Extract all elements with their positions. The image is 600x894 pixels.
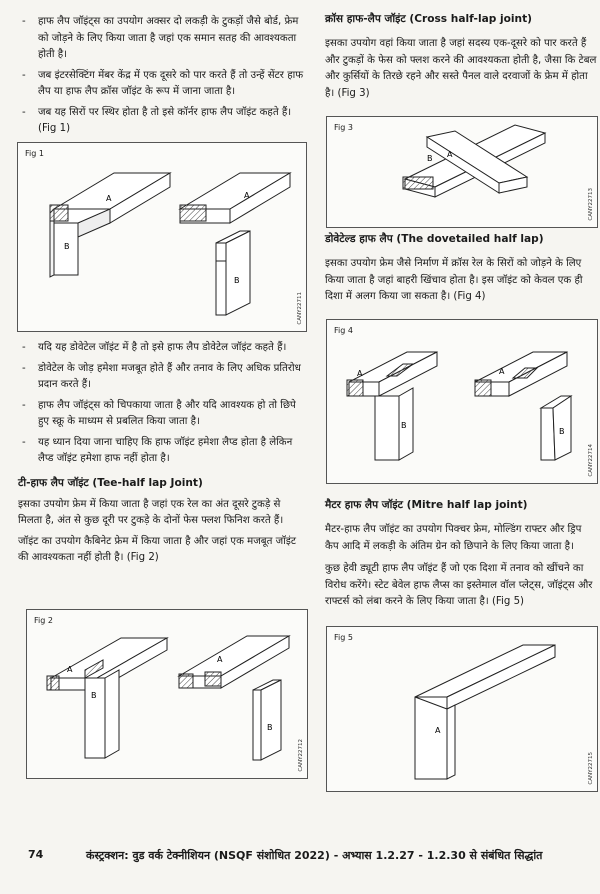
- figure-label: Fig 5: [334, 633, 353, 642]
- part-label-b: B: [401, 421, 407, 430]
- part-label-a: A: [357, 369, 363, 378]
- part-label-a: A: [244, 191, 250, 200]
- dovetail-bullets: [18, 340, 306, 468]
- bullet-item: - यह ध्यान दिया जाना चाहिए कि हाफ जॉइंट हमेशा लैप्ड होता है लेकिन लैप्ड जॉइंट हमेशा हाफ नहीं होता है।: [18, 435, 306, 468]
- part-label-b: B: [267, 723, 273, 732]
- dovetailed-half-lap-drawing: [327, 320, 597, 483]
- figure-code: CANY22712: [298, 739, 304, 772]
- part-label-a: A: [447, 150, 453, 159]
- mitre-half-lap-drawing: [327, 627, 597, 791]
- tee-half-lap-drawing: [27, 610, 307, 778]
- bullet-item: - जब यह सिरों पर स्थिर होता है तो इसे कॉर्नर हाफ लैप जॉइंट कहते हैं। (Fig 1): [18, 105, 306, 138]
- part-label-b: B: [427, 154, 433, 163]
- bullet-item: - यदि यह डोवेटेल जॉइंट में है तो इसे हाफ लैप डोवेटेल जॉइंट कहते हैं।: [18, 340, 306, 357]
- figure-3: [326, 116, 598, 228]
- figure-1: [17, 142, 307, 332]
- part-label-b: B: [234, 276, 240, 285]
- bullet-item: - हाफ लैप जॉइंट्स का उपयोग अक्सर दो लकड़ी के टुकड़ों जैसे बोर्ड, फ्रेम को जोड़ने के लिए किया जाता है जहां एक समान सतह की आवश्यकता होती है।: [18, 14, 306, 64]
- part-label-a: A: [106, 194, 112, 203]
- left-column: [18, 0, 306, 142]
- figure-code: CANY22714: [588, 444, 594, 477]
- part-label-b: B: [91, 691, 97, 700]
- cross-half-lap-drawing: [327, 117, 597, 227]
- bullet-item: - हाफ लैप जॉइंट्स को चिपकाया जाता है और यदि आवश्यक हो तो छिपे हुए स्क्रू के माध्यम से प्रबलित किया जाता है।: [18, 398, 306, 431]
- figure-code: CANY22711: [297, 292, 303, 325]
- page-number: 74: [28, 848, 44, 861]
- left-column-mid: [18, 340, 306, 567]
- right-column-dovetail: [325, 232, 597, 306]
- figure-code: CANY22713: [588, 188, 594, 221]
- figure-5: [326, 626, 598, 792]
- section-heading-cross: क्रॉस हाफ-लैप जॉइंट (Cross half-lap joint): [325, 13, 532, 25]
- part-label-a: A: [217, 655, 223, 664]
- part-label-b: B: [64, 242, 70, 251]
- paragraph: इसका उपयोग वहां किया जाता है जहां सदस्य एक-दूसरे को पार करते हैं और टुकड़ों के फेस को फ्लश करने की आवश्यकता होती है, जैसा कि टेबल और कुर्सियों के तिरछे रहने और सस्ते पैनल वाले दरवाजों के फ्रेम में होता है। (Fig 3): [325, 38, 597, 99]
- figure-code: CANY22715: [588, 752, 594, 785]
- section-heading-dovetail: डोवेटेल्ड हाफ लैप (The dovetailed half lap): [325, 233, 544, 245]
- section-heading-mitre: मैटर हाफ लैप जॉइंट (Mitre half lap joint): [325, 499, 528, 511]
- paragraph: इसका उपयोग फ्रेम जैसे निर्माण में क्रॉस रेल के सिरों को जोड़ने के लिए किया जाता है जहां बाहरी खिंचाव होता है। इस जॉइंट को केवल एक ही दिशा में अलग किया जा सकता है। (Fig 4): [325, 258, 583, 302]
- right-column: [325, 0, 597, 102]
- figure-4: [326, 319, 598, 484]
- figure-label: Fig 4: [334, 326, 353, 335]
- part-label-b: B: [559, 427, 565, 436]
- footer-title: कंस्ट्रक्शन: वुड वर्क टेक्नीशियन (NSQF संशोधित 2022) - अभ्यास 1.2.27 - 1.2.30 से संबंधित सिद्धांत: [86, 849, 543, 862]
- paragraph: जॉइंट का उपयोग कैबिनेट फ्रेम में किया जाता है और जहां एक मजबूत जॉइंट की आवश्यकता नहीं होती है। (Fig 2): [18, 535, 296, 563]
- bullet-item: - डोवेटेल के जोड़ हमेशा मजबूत होते हैं और तनाव के लिए अधिक प्रतिरोध प्रदान करते हैं।: [18, 361, 306, 394]
- intro-bullets: [18, 14, 306, 138]
- corner-half-lap-drawing: [18, 143, 306, 331]
- figure-label: Fig 1: [25, 149, 44, 158]
- section-heading-tee: टी-हाफ लैप जॉइंट (Tee-half lap Joint): [18, 476, 203, 489]
- part-label-a: A: [499, 367, 505, 376]
- paragraph: कुछ हेवी ड्यूटी हाफ लैप जॉइंट हैं जो एक दिशा में तनाव को खींचने का विरोध करेंगे। स्टेट बेवेल हाफ लैप्स का इस्तेमाल वॉल प्लेट्स, जॉइंट्स और राफ्टर्स को लंबा करने के लिए किया जाता है। (Fig 5): [325, 563, 593, 607]
- bullet-item: - जब इंटरसेक्टिंग मेंबर केंद्र में एक दूसरे को पार करते हैं तो उन्हें सेंटर हाफ लैप या हाफ लैप क्रॉस जॉइंट के रूप में जाना जाता है।: [18, 68, 306, 101]
- part-label-a: A: [67, 665, 73, 674]
- figure-2: [26, 609, 308, 779]
- part-label-a: A: [435, 726, 441, 735]
- figure-label: Fig 3: [334, 123, 353, 132]
- paragraph: इसका उपयोग फ्रेम में किया जाता है जहां एक रेल का अंत दूसरे टुकड़े से मिलता है, अंत से कुछ दूरी पर टुकड़े के दोनों फेस फ्लश फिनिश करते हैं।: [18, 498, 284, 526]
- figure-label: Fig 2: [34, 616, 53, 625]
- paragraph: मैटर-हाफ लैप जॉइंट का उपयोग पिक्चर फ्रेम, मोल्डिंग राफ्टर और ड्रिप कैप आदि में लकड़ी के अंतिम ग्रेन को छिपाने के लिए किया जाता है।: [325, 524, 582, 552]
- right-column-mitre: [325, 498, 597, 611]
